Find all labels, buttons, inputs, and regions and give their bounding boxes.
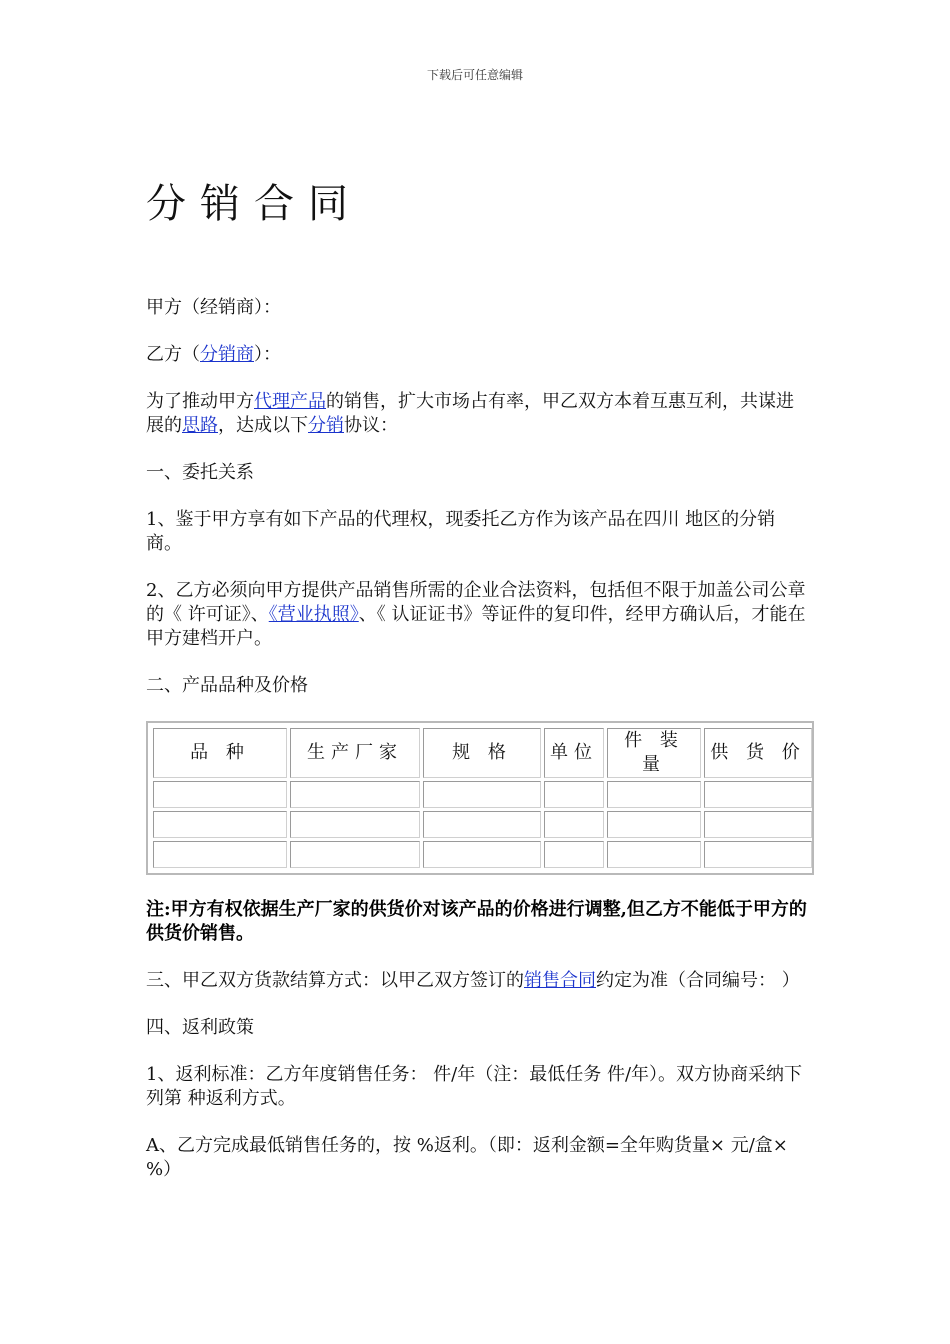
table-cell (704, 841, 812, 868)
document-title: 分销合同 (146, 181, 362, 227)
table-cell (423, 781, 541, 808)
distributor-link[interactable]: 分销商 (200, 344, 254, 365)
business-license-link[interactable]: 《营业执照》 (268, 604, 359, 625)
party-b-prefix: 乙方（ (146, 344, 200, 365)
section-4-item-a: A、乙方完成最低销售任务的，按 %返利。（即：返利金额=全年购货量× 元/盒× %） (146, 1135, 788, 1180)
section-3-text-2: 约定为准（合同编号： ） (596, 970, 800, 991)
sales-contract-link[interactable]: 销售合同 (524, 970, 596, 991)
product-table (150, 725, 815, 871)
intro-text-3: ，达成以下 (218, 415, 308, 436)
item-2-text-1: 2、乙方必须向甲方提供产品销售所需的企业合法资料，包括但不限于加盖公司公章的《 许可证》、 (146, 580, 806, 625)
header-manufacturer: 生产厂家 (290, 728, 420, 778)
table-cell (607, 841, 701, 868)
intro-text-4: 协议： (344, 415, 398, 436)
distribution-link[interactable]: 分销 (308, 415, 344, 436)
table-cell (607, 781, 701, 808)
table-row (153, 841, 812, 868)
header-supply-price: 供 货 价 (704, 728, 812, 778)
party-a-line: 甲方（经销商）： (146, 297, 281, 318)
approach-link[interactable]: 思路 (182, 415, 218, 436)
intro-text-2: 的销售，扩大市场占有率，甲乙双方本着互惠互利，共谋进展的 (146, 391, 794, 436)
header-variety: 品 种 (153, 728, 287, 778)
document-body (146, 296, 810, 1205)
party-b-line (146, 343, 810, 367)
table-cell (544, 811, 604, 838)
intro-paragraph (146, 390, 810, 438)
table-header-row (153, 728, 812, 778)
table-cell (423, 841, 541, 868)
table-cell (290, 811, 420, 838)
section-1-item-1: 1、鉴于甲方享有如下产品的代理权，现委托乙方作为该产品在四川 地区的分销商。 (146, 509, 776, 554)
table-cell (290, 841, 420, 868)
section-4-item-1: 1、返利标准：乙方年度销售任务： 件/年（注：最低任务 件/年）。双方协商采纳下列第 种返利方式。 (146, 1064, 803, 1109)
header-note: 下载后可任意编辑 (426, 68, 523, 82)
section-3-paragraph (146, 969, 810, 993)
table-cell (153, 811, 287, 838)
table-cell (544, 781, 604, 808)
table-cell (607, 811, 701, 838)
price-adjustment-note: 注:甲方有权依据生产厂家的供货价对该产品的价格进行调整,但乙方不能低于甲方的供货价销售。 (146, 899, 807, 944)
table-cell (153, 781, 287, 808)
table-cell (704, 811, 812, 838)
table-row (153, 811, 812, 838)
section-1-item-2 (146, 579, 810, 651)
table-cell (704, 781, 812, 808)
item-2-text-2: 、《 认证证书》等证件的复印件，经甲方确认后，才能在甲方建档开户。 (146, 604, 806, 649)
table-cell (153, 841, 287, 868)
table-cell (423, 811, 541, 838)
header-pack-quantity: 件 装 量 (607, 728, 701, 778)
header-specification: 规 格 (423, 728, 541, 778)
section-1-heading: 一、委托关系 (146, 462, 254, 483)
section-3-text-1: 三、甲乙双方货款结算方式：以甲乙双方签订的 (146, 970, 524, 991)
product-table-wrapper (146, 721, 814, 875)
table-row (153, 781, 812, 808)
header-unit: 单位 (544, 728, 604, 778)
section-4-heading: 四、返利政策 (146, 1017, 254, 1038)
intro-text-1: 为了推动甲方 (146, 391, 254, 412)
table-cell (290, 781, 420, 808)
agency-product-link[interactable]: 代理产品 (254, 391, 326, 412)
section-2-heading: 二、产品品种及价格 (146, 675, 308, 696)
party-b-suffix: ）： (254, 344, 281, 365)
table-cell (544, 841, 604, 868)
